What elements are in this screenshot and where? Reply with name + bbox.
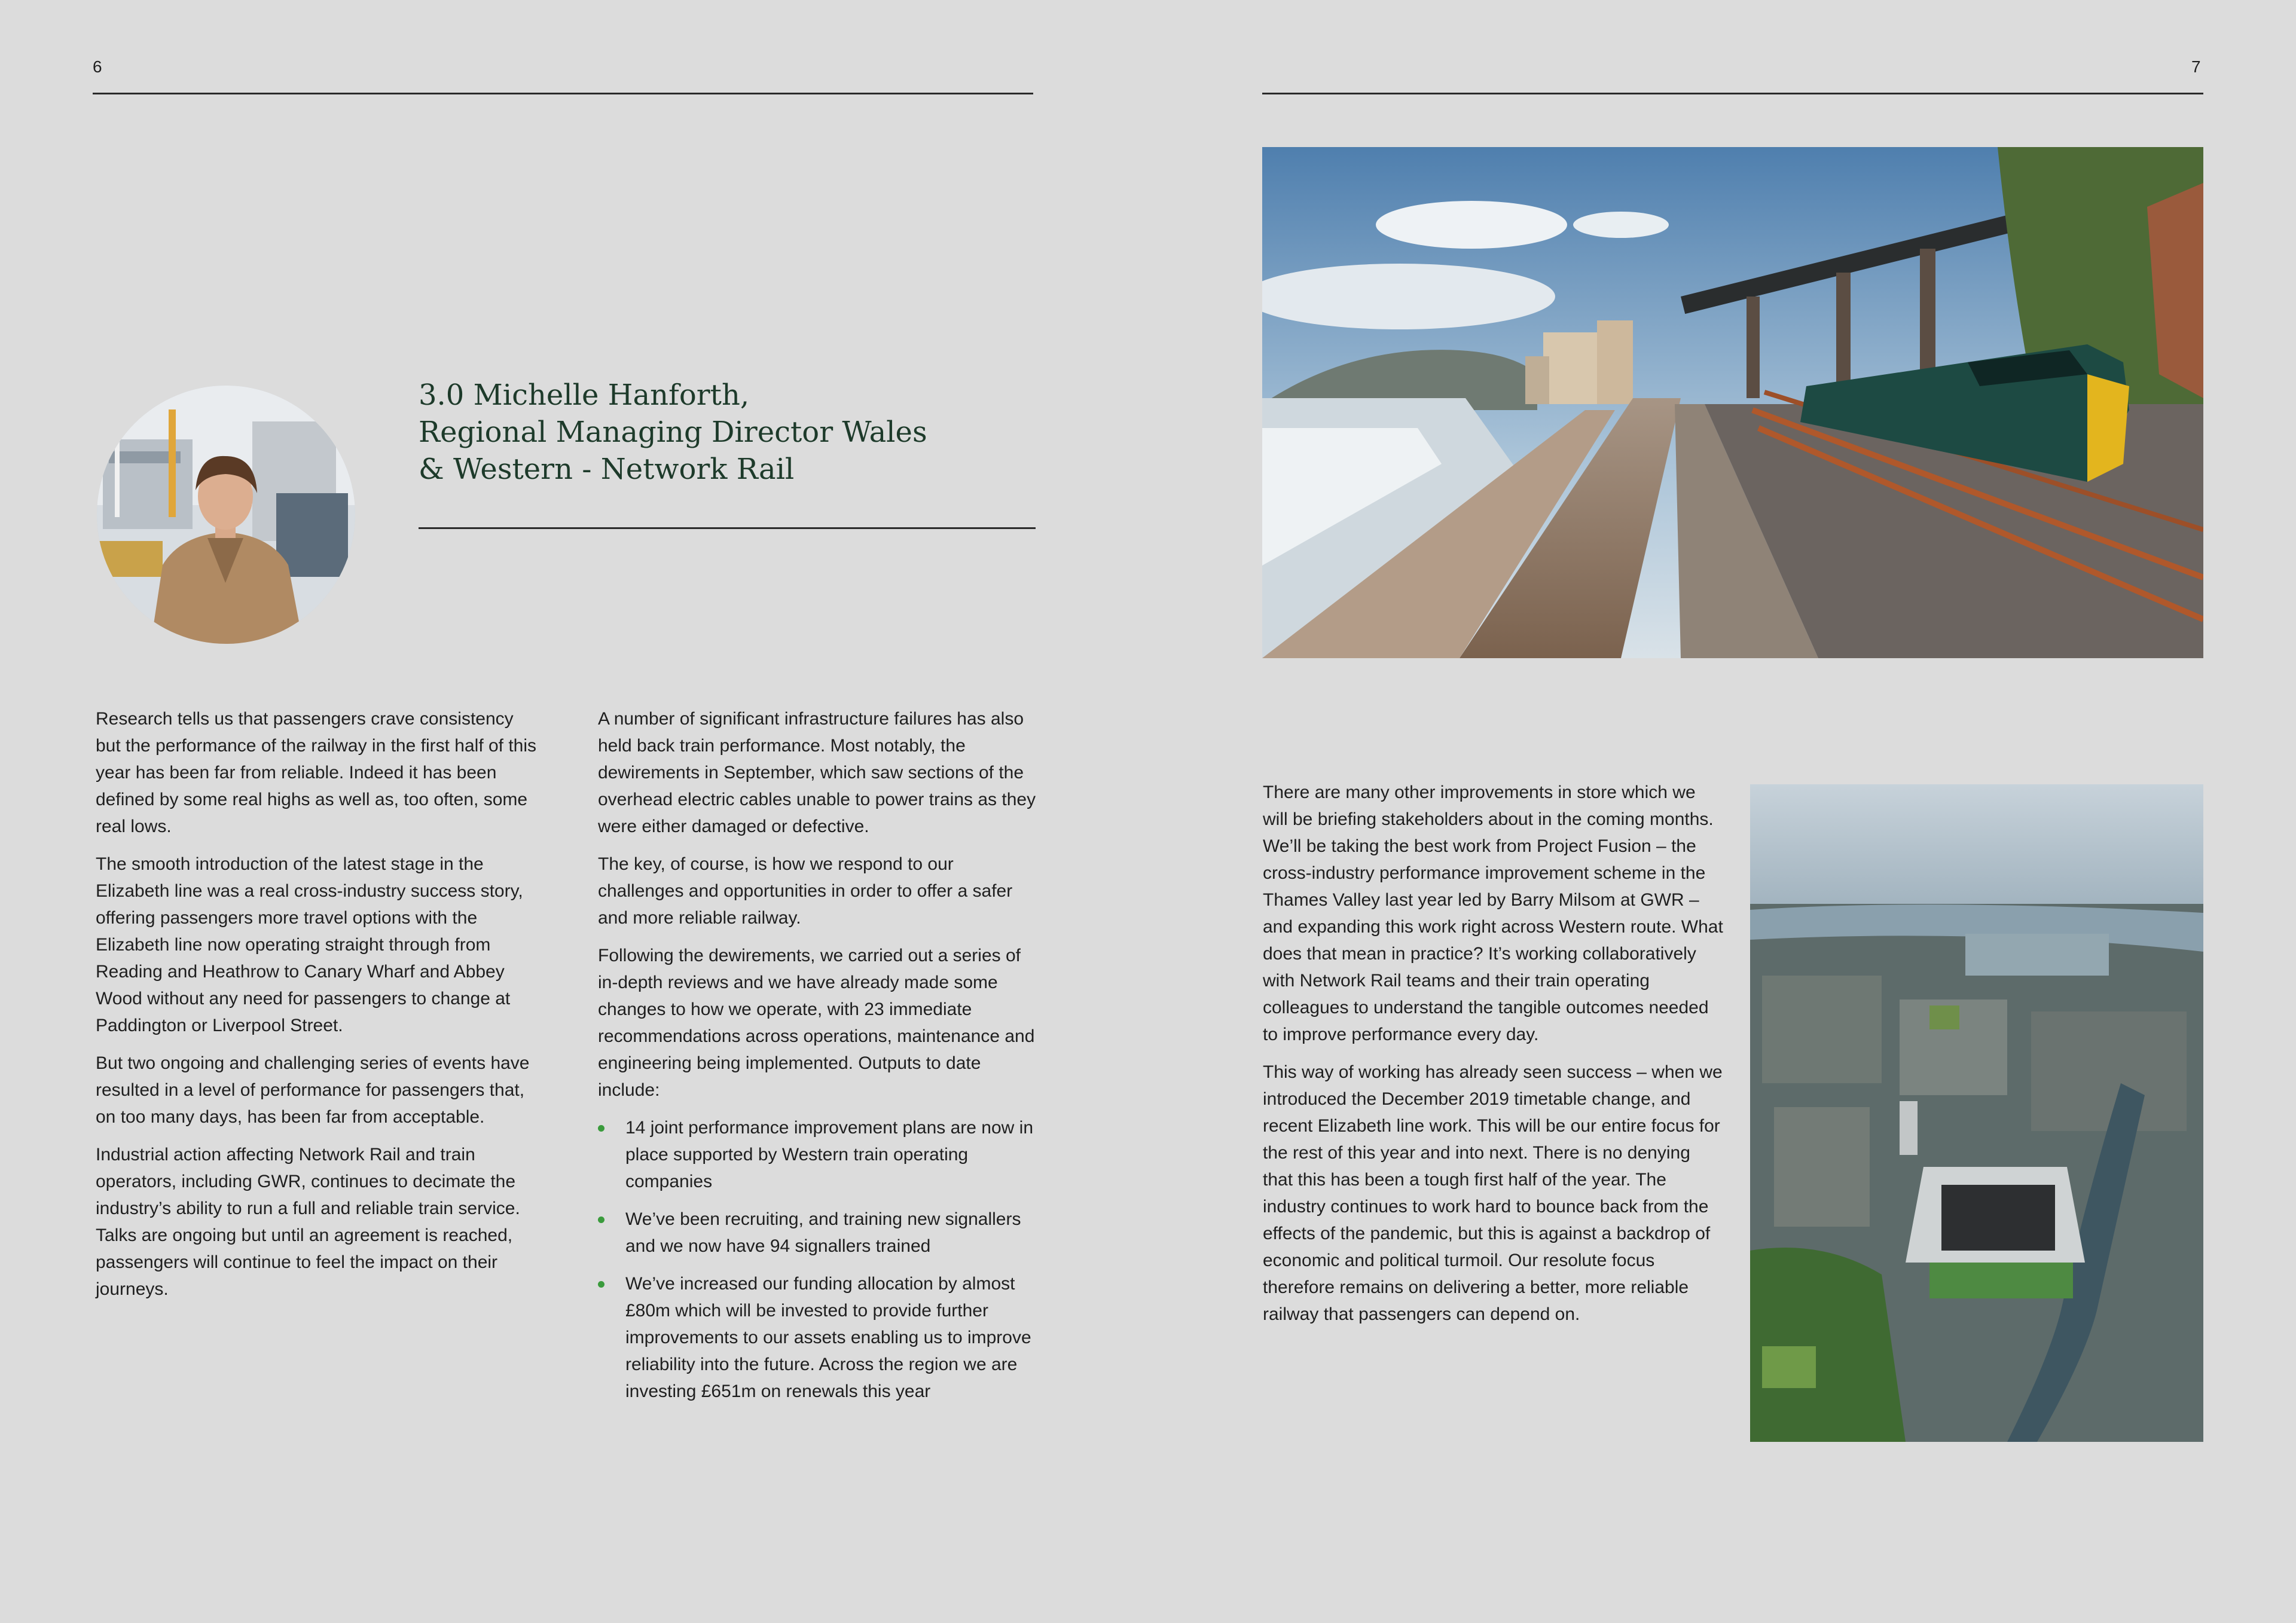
body-column-1 <box>96 705 541 1313</box>
portrait-photo <box>97 386 355 644</box>
body-column-3 <box>1263 779 1723 1338</box>
paragraph: This way of working has already seen success – when we introduced the December 2019 timetable change, and recent Elizabeth line work. This will be our entire focus for the rest of this year and into next. There is no denying that this has been a tough first half of the year. The industry continues to work hard to bounce back from the effects of the pandemic, but this is against a backdrop of economic and political turmoil. Our resolute focus therefore remains on delivering a better, more reliable railway that passengers can depend on. <box>1263 1062 1723 1324</box>
right-page-number: 7 <box>2191 57 2201 76</box>
list-item-text: We’ve been recruiting, and training new signallers and we now have 94 signallers trained <box>625 1209 1021 1256</box>
paragraph: Industrial action affecting Network Rail and train operators, including GWR, continues to decimate the industry’s ability to run a full and reliable train service. Talks are ongoing but until an agreement is reached, passengers will continue to feel the impact on their journeys. <box>96 1145 520 1299</box>
section-title <box>419 377 1046 488</box>
title-rule <box>419 527 1036 529</box>
paragraph: The smooth introduction of the latest stage in the Elizabeth line was a real cross-industry success story, offering passengers more travel options with the Elizabeth line now operating straight through from Reading and Heathrow to Canary Wharf and Abbey Wood without any need for passengers to change at Paddington or Liverpool Street. <box>96 854 523 1035</box>
list-item <box>598 1270 1040 1405</box>
title-line-1: 3.0 Michelle Hanforth, <box>419 378 750 412</box>
paragraph: Following the dewirements, we carried out a series of in-depth reviews and we have already made some changes to how we operate, with 23 immediate recommendations across operations, maintenance and engineering being implemented. Outputs to date include: <box>598 946 1035 1100</box>
paragraph: The key, of course, is how we respond to our challenges and opportunities in order to offer a safer and more reliable railway. <box>598 854 1013 928</box>
right-header-rule <box>1262 93 2203 94</box>
body-column-2 <box>598 705 1040 1416</box>
bullet-icon <box>598 1217 604 1223</box>
bullet-icon <box>598 1125 604 1132</box>
paragraph: Research tells us that passengers crave consistency but the performance of the railway in the first half of this year has been far from reliable. Indeed it has been defined by some real highs as well as, too often, some real lows. <box>96 709 537 836</box>
outputs-list <box>598 1114 1040 1405</box>
title-line-3: & Western - Network Rail <box>419 453 795 486</box>
title-line-2: Regional Managing Director Wales <box>419 415 927 449</box>
bullet-icon <box>598 1281 604 1288</box>
paragraph: There are many other improvements in store which we will be briefing stakeholders about in the coming months. We’ll be taking the best work from Project Fusion – the cross-industry performance improvement scheme in the Thames Valley last year led by Barry Milsom at GWR – and expanding this work right across Western route. What does that mean in practice? It’s working collaboratively with Network Rail teams and their train operating colleagues to understand the tangible outcomes needed to improve performance every day. <box>1263 783 1723 1044</box>
left-header-rule <box>93 93 1033 94</box>
list-item-text: We’ve increased our funding allocation by almost £80m which will be invested to provide further improvements to our assets enabling us to improve reliability into the future. Across the region we are investing £651m on renewals this year <box>625 1274 1031 1401</box>
list-item <box>598 1114 1040 1195</box>
train-coast-photo <box>1262 147 2203 658</box>
list-item-text: 14 joint performance improvement plans are now in place supported by Western train operating companies <box>625 1118 1034 1191</box>
list-item <box>598 1206 1040 1260</box>
paragraph: A number of significant infrastructure failures has also held back train performance. Most notably, the dewirements in September, which saw sections of the overhead electric cables unable to power trains as they were either damaged or defective. <box>598 709 1036 836</box>
paragraph: But two ongoing and challenging series of events have resulted in a level of performance for passengers that, on too many days, has been far from acceptable. <box>96 1053 530 1127</box>
aerial-city-photo <box>1750 784 2203 1442</box>
left-page-number: 6 <box>93 57 102 76</box>
